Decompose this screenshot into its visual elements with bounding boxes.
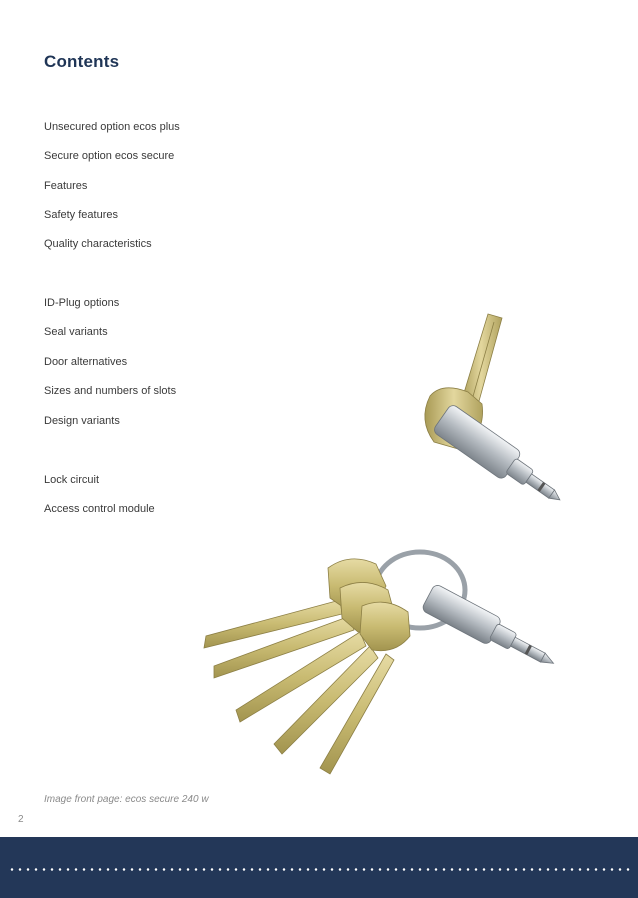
toc-item-quality-characteristics[interactable]: Quality characteristics	[44, 238, 152, 250]
image-caption: Image front page: ecos secure 240 w	[44, 794, 209, 805]
toc-item-secure-option[interactable]: Secure option ecos secure	[44, 150, 175, 162]
toc-item-features[interactable]: Features	[44, 180, 88, 192]
toc-item-sizes-and-slots[interactable]: Sizes and numbers of slots	[44, 385, 177, 397]
page-number: 2	[18, 814, 24, 825]
toc-item-design-variants[interactable]: Design variants	[44, 415, 120, 427]
toc-item-lock-circuit[interactable]: Lock circuit	[44, 474, 100, 486]
toc-item-door-alternatives[interactable]: Door alternatives	[44, 356, 128, 368]
key-with-id-plug-photo	[390, 300, 570, 560]
footer-dot-line	[8, 868, 630, 871]
footer-band	[0, 837, 638, 898]
key-ring-photo	[190, 540, 590, 790]
toc-item-seal-variants[interactable]: Seal variants	[44, 326, 108, 338]
toc-item-unsecured-option[interactable]: Unsecured option ecos plus	[44, 121, 180, 133]
page-title: Contents	[44, 52, 120, 71]
toc-item-safety-features[interactable]: Safety features	[44, 209, 118, 221]
toc-item-access-control-module[interactable]: Access control module	[44, 503, 155, 515]
toc-item-id-plug-options[interactable]: ID-Plug options	[44, 297, 120, 309]
